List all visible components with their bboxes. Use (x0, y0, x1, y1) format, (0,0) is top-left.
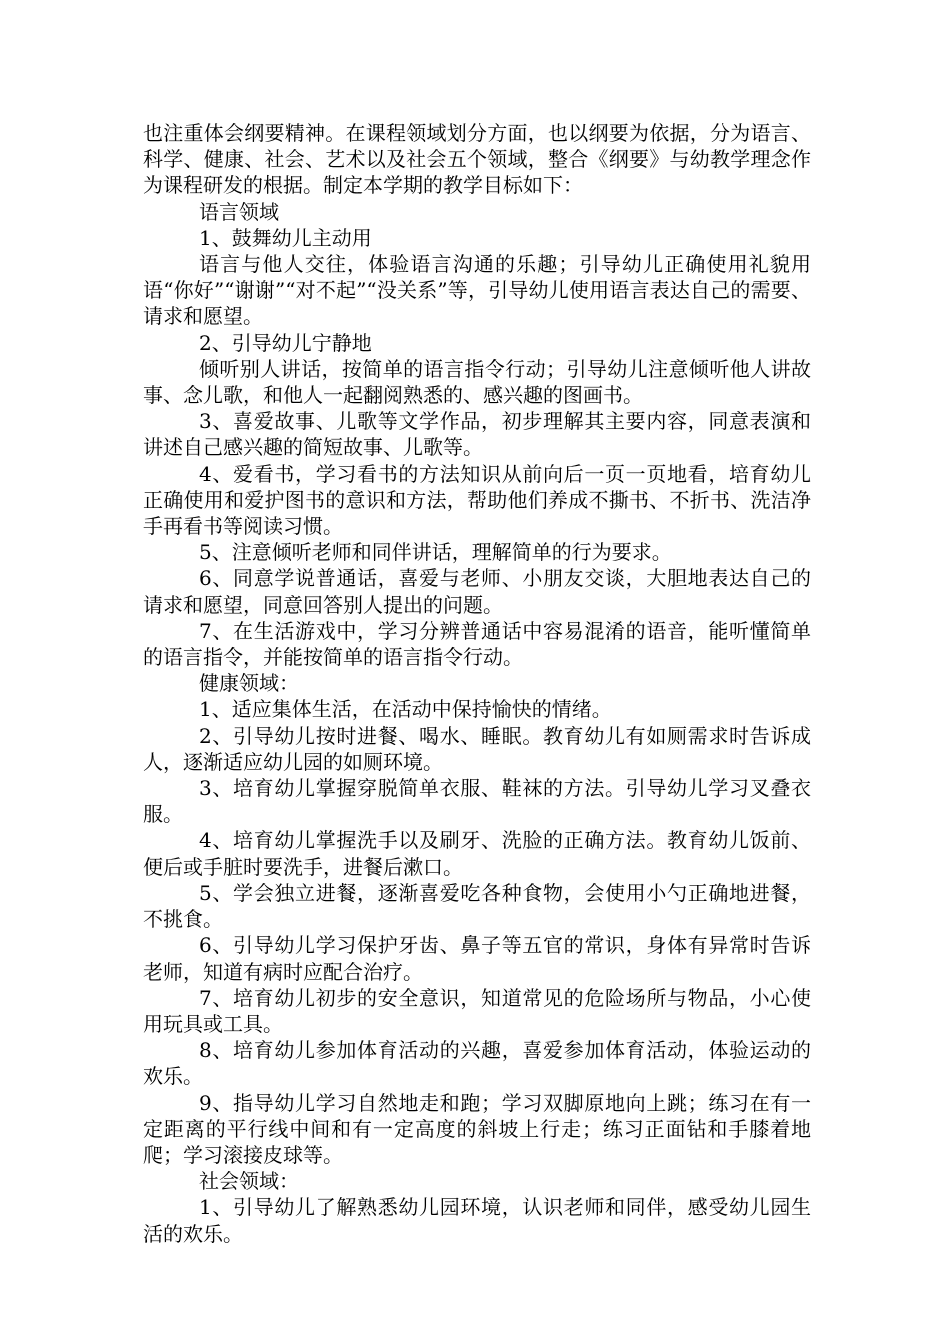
heading-health-domain: 健康领域： (199, 671, 299, 696)
paragraph-item: 5、注意倾听老师和同伴讲话，理解简单的行为要求。 (199, 540, 672, 565)
paragraph-item: 2、引导幼儿宁静地 (199, 330, 372, 355)
paragraph-item: 4、爱看书，学习看书的方法知识从前向后一页一页地看，培育幼儿正确使用和爱护图书的意识和方法，帮助他们养成不撕书、不折书、洗洁净手再看书等阅读习惯。 (143, 461, 811, 539)
paragraph-item: 7、在生活游戏中，学习分辨普通话中容易混淆的语音，能听懂简单的语言指令，并能按简单的语言指令行动。 (143, 618, 811, 670)
paragraph-item: 6、同意学说普通话，喜爱与老师、小朋友交谈，大胆地表达自己的请求和愿望，同意回答别人提出的问题。 (143, 566, 811, 617)
paragraph-intro: 也注重体会纲要精神。在课程领域划分方面，也以纲要为依据，分为语言、科学、健康、社会、艺术以及社会五个领域，整合《纲要》与幼教学理念作为课程研发的根据。制定本学期的教学目标如下： (143, 121, 811, 198)
paragraph-item: 3、培育幼儿掌握穿脱简单衣服、鞋袜的方法。引导幼儿学习叉叠衣服。 (143, 776, 811, 827)
heading-language-domain: 语言领域 (199, 199, 279, 224)
paragraph-item: 7、培育幼儿初步的安全意识，知道常见的危险场所与物品，小心使用玩具或工具。 (143, 985, 811, 1036)
paragraph-item: 4、培育幼儿掌握洗手以及刷牙、洗脸的正确方法。教育幼儿饭前、便后或手脏时要洗手，进餐后漱口。 (143, 828, 811, 879)
paragraph-item: 5、学会独立进餐，逐渐喜爱吃各种食物，会使用小勺正确地进餐，不挑食。 (143, 880, 811, 932)
paragraph-item: 语言与他人交往，体验语言沟通的乐趣；引导幼儿正确使用礼貌用语“你好”“谢谢”“对不起”“没关系”等，引导幼儿使用语言表达自己的需要、请求和愿望。 (143, 252, 811, 329)
paragraph-item: 倾听别人讲话，按简单的语言指令行动；引导幼儿注意倾听他人讲故事、念儿歌，和他人一起翻阅熟悉的、感兴趣的图画书。 (143, 356, 811, 408)
paragraph-item: 2、引导幼儿按时进餐、喝水、睡眠。教育幼儿有如厕需求时告诉成人，逐渐适应幼儿园的如厕环境。 (143, 723, 811, 774)
paragraph-item: 6、引导幼儿学习保护牙齿、鼻子等五官的常识，身体有异常时告诉老师，知道有病时应配合治疗。 (143, 933, 811, 984)
paragraph-item: 9、指导幼儿学习自然地走和跑；学习双脚原地向上跳；练习在有一定距离的平行线中间和有一定高度的斜坡上行走；练习正面钻和手膝着地爬；学习滚接皮球等。 (143, 1090, 811, 1167)
document-body (143, 120, 811, 1247)
paragraph-item: 1、鼓舞幼儿主动用 (199, 225, 372, 250)
heading-social-domain: 社会领域： (199, 1169, 299, 1194)
paragraph-item: 1、适应集体生活，在活动中保持愉快的情绪。 (199, 697, 612, 722)
paragraph-item: 8、培育幼儿参加体育活动的兴趣，喜爱参加体育活动，体验运动的欢乐。 (143, 1038, 811, 1089)
paragraph-item: 3、喜爱故事、儿歌等文学作品，初步理解其主要内容，同意表演和讲述自己感兴趣的简短故事、儿歌等。 (143, 409, 811, 460)
paragraph-item: 1、引导幼儿了解熟悉幼儿园环境，认识老师和同伴，感受幼儿园生活的欢乐。 (143, 1195, 811, 1246)
